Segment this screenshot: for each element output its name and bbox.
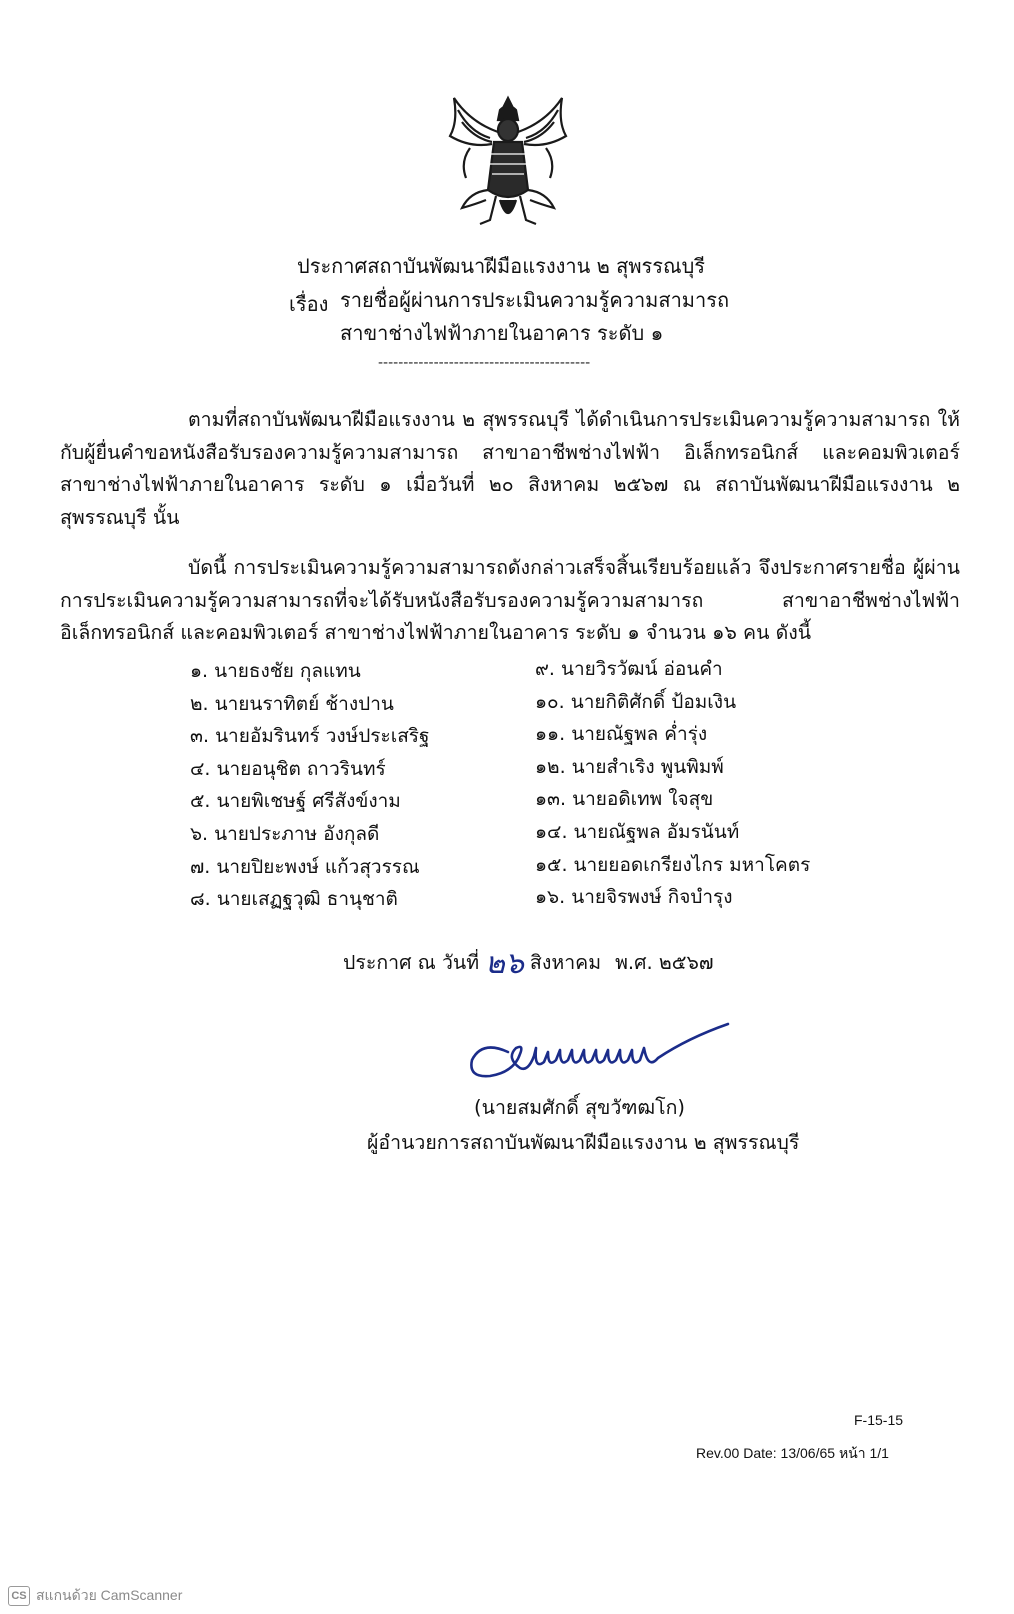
subject-line-2: สาขาช่างไฟฟ้าภายในอาคาร ระดับ ๑ (340, 321, 664, 345)
date-prefix: ประกาศ ณ วันที่ (343, 951, 480, 974)
names-list-right (535, 653, 810, 914)
announcement-date (343, 940, 714, 987)
list-item: ๔. นายอนุชิต ถาวรินทร์ (190, 757, 386, 780)
list-item: ๑๑. นายณัฐพล ค่ำรุ่ง (535, 723, 708, 746)
list-item: ๒. นายนราทิตย์ ช้างปาน (190, 692, 394, 715)
paragraph-2-text: บัดนี้ การประเมินความรู้ความสามารถดังกล่าวเสร็จสิ้นเรียบร้อยแล้ว จึงประกาศรายชื่อ ผู้ผ่านการประเมินความรู้ความสามารถที่จะได้รับหนังสือรับรองความรู้ความสามารถ สาขาอาชีพช่างไฟฟ้า อิเล็กทรอนิกส์ และคอมพิวเตอร์ สาขาช่างไฟฟ้าภายในอาคาร ระดับ ๑ จำนวน ๑๖ คน ดังนี้ (60, 556, 960, 644)
date-month: สิงหาคม (529, 951, 602, 974)
date-year: พ.ศ. ๒๕๖๗ (615, 951, 714, 974)
list-item: ๕. นายพิเชษฐ์ ศรีสังข์งาม (190, 790, 401, 813)
signer-name: (นายสมศักดิ์ สุขวัฑฒโก) (474, 1096, 685, 1119)
signature-icon (462, 1018, 732, 1088)
names-list-left (190, 655, 429, 916)
list-item: ๗. นายปิยะพงษ์ แก้วสุวรรณ (190, 855, 420, 878)
paragraph-2 (60, 552, 960, 650)
list-item: ๑๓. นายอดิเทพ ใจสุข (535, 788, 714, 811)
garuda-emblem-icon (440, 92, 576, 230)
announcement-title: ประกาศสถาบันพัฒนาฝีมือแรงงาน ๒ สุพรรณบุรี (297, 254, 706, 278)
list-item: ๑๖. นายจิรพงษ์ กิจบำรุง (535, 886, 733, 909)
subject-line-1: รายชื่อผู้ผ่านการประเมินความรู้ความสามารถ (340, 288, 730, 312)
paragraph-1-text: ตามที่สถาบันพัฒนาฝีมือแรงงาน ๒ สุพรรณบุรี ได้ดำเนินการประเมินความรู้ความสามารถ ให้กับผู้ยื่นคำขอหนังสือรับรองความรู้ความสามารถ สาขาอาชีพช่างไฟฟ้า อิเล็กทรอนิกส์ และคอมพิวเตอร์ สาขาช่างไฟฟ้าภายในอาคาร ระดับ ๑ เมื่อวันที่ ๒๐ สิงหาคม ๒๕๖๗ ณ สถาบันพัฒนาฝีมือแรงงาน ๒ สุพรรณบุรี นั้น (60, 408, 960, 529)
list-item: ๑๔. นายณัฐพล อัมรนันท์ (535, 820, 740, 843)
paragraph-1 (60, 404, 960, 534)
scanner-text: สแกนด้วย CamScanner (36, 1587, 183, 1603)
form-code: F-15-15 (854, 1412, 904, 1428)
scanner-watermark (8, 1585, 182, 1607)
list-item: ๘. นายเสฏฐวุฒิ ธานุชาติ (190, 888, 398, 911)
subject-label: เรื่อง (289, 292, 329, 316)
list-item: ๑๕. นายยอดเกรียงไกร มหาโคตร (535, 853, 811, 876)
list-item: ๑๐. นายกิติศักดิ์ ป้อมเงิน (535, 690, 737, 713)
signer-position: ผู้อำนวยการสถาบันพัฒนาฝีมือแรงงาน ๒ สุพรรณบุรี (367, 1131, 800, 1154)
list-item: ๓. นายอัมรินทร์ วงษ์ประเสริฐ (190, 725, 430, 748)
list-item: ๖. นายประภาษ อังกุลดี (190, 822, 380, 845)
date-day-handwritten: ๒๖ (485, 946, 524, 981)
header-divider: ------------------------------------------ (378, 355, 591, 371)
revision-info: Rev.00 Date: 13/06/65 หน้า 1/1 (696, 1445, 889, 1461)
camscanner-logo: CS (8, 1586, 30, 1606)
list-item: ๙. นายวิรวัฒน์ อ่อนคำ (535, 658, 723, 680)
list-item: ๑๒. นายสำเริง พูนพิมพ์ (535, 755, 724, 778)
list-item: ๑. นายธงชัย กุลแทน (190, 660, 361, 682)
